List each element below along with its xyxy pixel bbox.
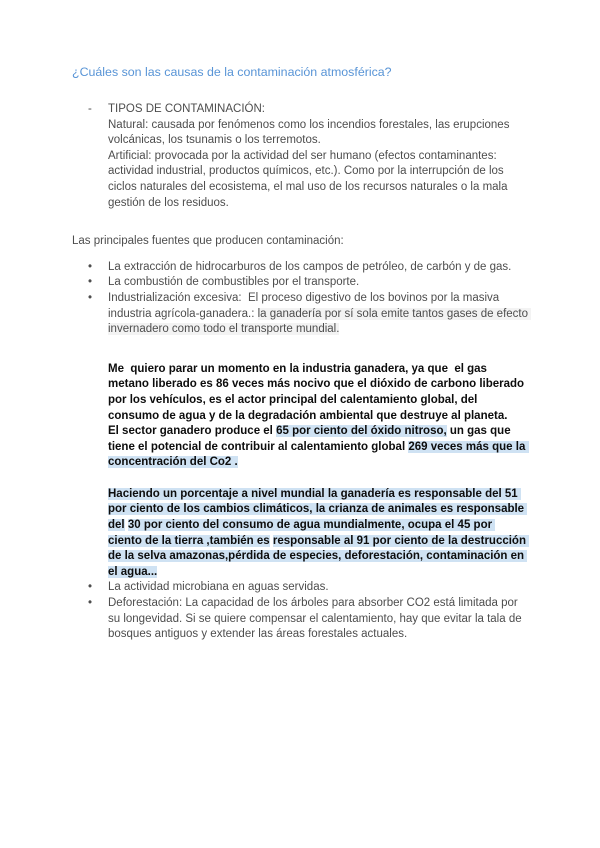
intro-text: Las principales fuentes que producen contaminación: (72, 235, 344, 248)
bold-paragraph-2 (108, 424, 528, 471)
text-segment: Industrialización excesiva: El proceso digestivo de los bovinos por la masiva industria agrícola-ganadera.: (108, 291, 503, 320)
paragraph-natural-text: Natural: causada por fenómenos como los incendios forestales, las erupciones volcánicas, los tsunamis o los terremotos. (108, 118, 513, 147)
bullet-text: La combustión de combustibles por el transporte. (108, 276, 360, 289)
text-segment: El sector ganadero produce el (108, 425, 277, 438)
highlight-segment-blue: responsable al 91 por ciento de la destrucción de la selva amazonas,pérdida de especies, deforestación, contaminación en el agua... (108, 534, 530, 578)
page-title: ¿Cuáles son las causas de la contaminación atmosférica? (72, 65, 392, 79)
bullet-item (72, 291, 532, 338)
bullet-item (72, 275, 528, 291)
tipos-list-item (72, 102, 528, 118)
dash-marker: - (88, 103, 92, 115)
bullet-item (72, 580, 528, 596)
bullet-dot-icon: • (88, 260, 93, 273)
paragraph-natural (108, 118, 528, 149)
intro-line (72, 234, 528, 250)
bullet-text: La extracción de hidrocarburos de los campos de petróleo, de carbón y de gas. (108, 260, 512, 273)
bold-paragraph-block (108, 362, 528, 471)
highlight-segment-gray: la ganadería por sí sola emite tantos gases de efecto invernadero como todo el transporte mundial. (108, 307, 532, 336)
bullet-text (108, 291, 532, 338)
bullet-dot-icon: • (88, 291, 93, 304)
bold-paragraph-1-text: Me quiero parar un momento en la industria ganadera, ya que el gas metano liberado es 86 veces más nocivo que el dióxido de carbono liberado por los vehículos, es el actor principal del calentamiento global, del consumo de agua y de la degradación ambiental que destruye al planeta. (108, 362, 528, 422)
highlight-segment-blue: 65 por ciento del óxido nitroso, (276, 425, 447, 438)
paragraph-artificial (108, 149, 528, 211)
highlight-segment-blue: 30 por ciento del consumo de agua mundialmente, ocupa el 45 por ciento de la tierra ,también es (108, 519, 496, 547)
bullet-dot-icon: • (88, 597, 93, 610)
bullet-list-top (72, 260, 532, 338)
text-segment: un gas que tiene el potencial de contribuir al calentamiento global (108, 425, 514, 453)
bullet-item (72, 596, 528, 643)
tipos-heading: TIPOS DE CONTAMINACIÓN: (108, 103, 265, 115)
bold-paragraph-3 (108, 487, 528, 581)
bold-paragraph-1 (108, 362, 528, 424)
bullet-item (72, 260, 528, 276)
highlight-segment-blue: 269 veces más que la concentración del Co2 . (108, 440, 529, 469)
bullet-text: La actividad microbiana en aguas servidas. (108, 581, 329, 594)
bullet-dot-icon: • (88, 276, 93, 289)
bullet-dot-icon: • (88, 581, 93, 594)
highlight-segment-blue: Haciendo un porcentaje a nivel mundial la ganadería es responsable del 51 por ciento de los cambios climáticos, la crianza de animales es responsable del (108, 487, 528, 532)
bullet-text: Deforestación: La capacidad de los árboles para absorber CO2 está limitada por su longevidad. Si se quiere compensar el calentamiento, hay que evitar la tala de bosques antiguos y extender las áreas forestales actuales. (108, 597, 525, 641)
bullet-list-bottom (72, 580, 528, 642)
paragraph-artificial-text: Artificial: provocada por la actividad del ser humano (efectos contaminantes: actividad industrial, productos químicos, etc.). Como por la interrupción de los ciclos naturales del ecosistema, el mal uso de los recursos naturales o la mala gestión de los residuos. (108, 149, 511, 209)
